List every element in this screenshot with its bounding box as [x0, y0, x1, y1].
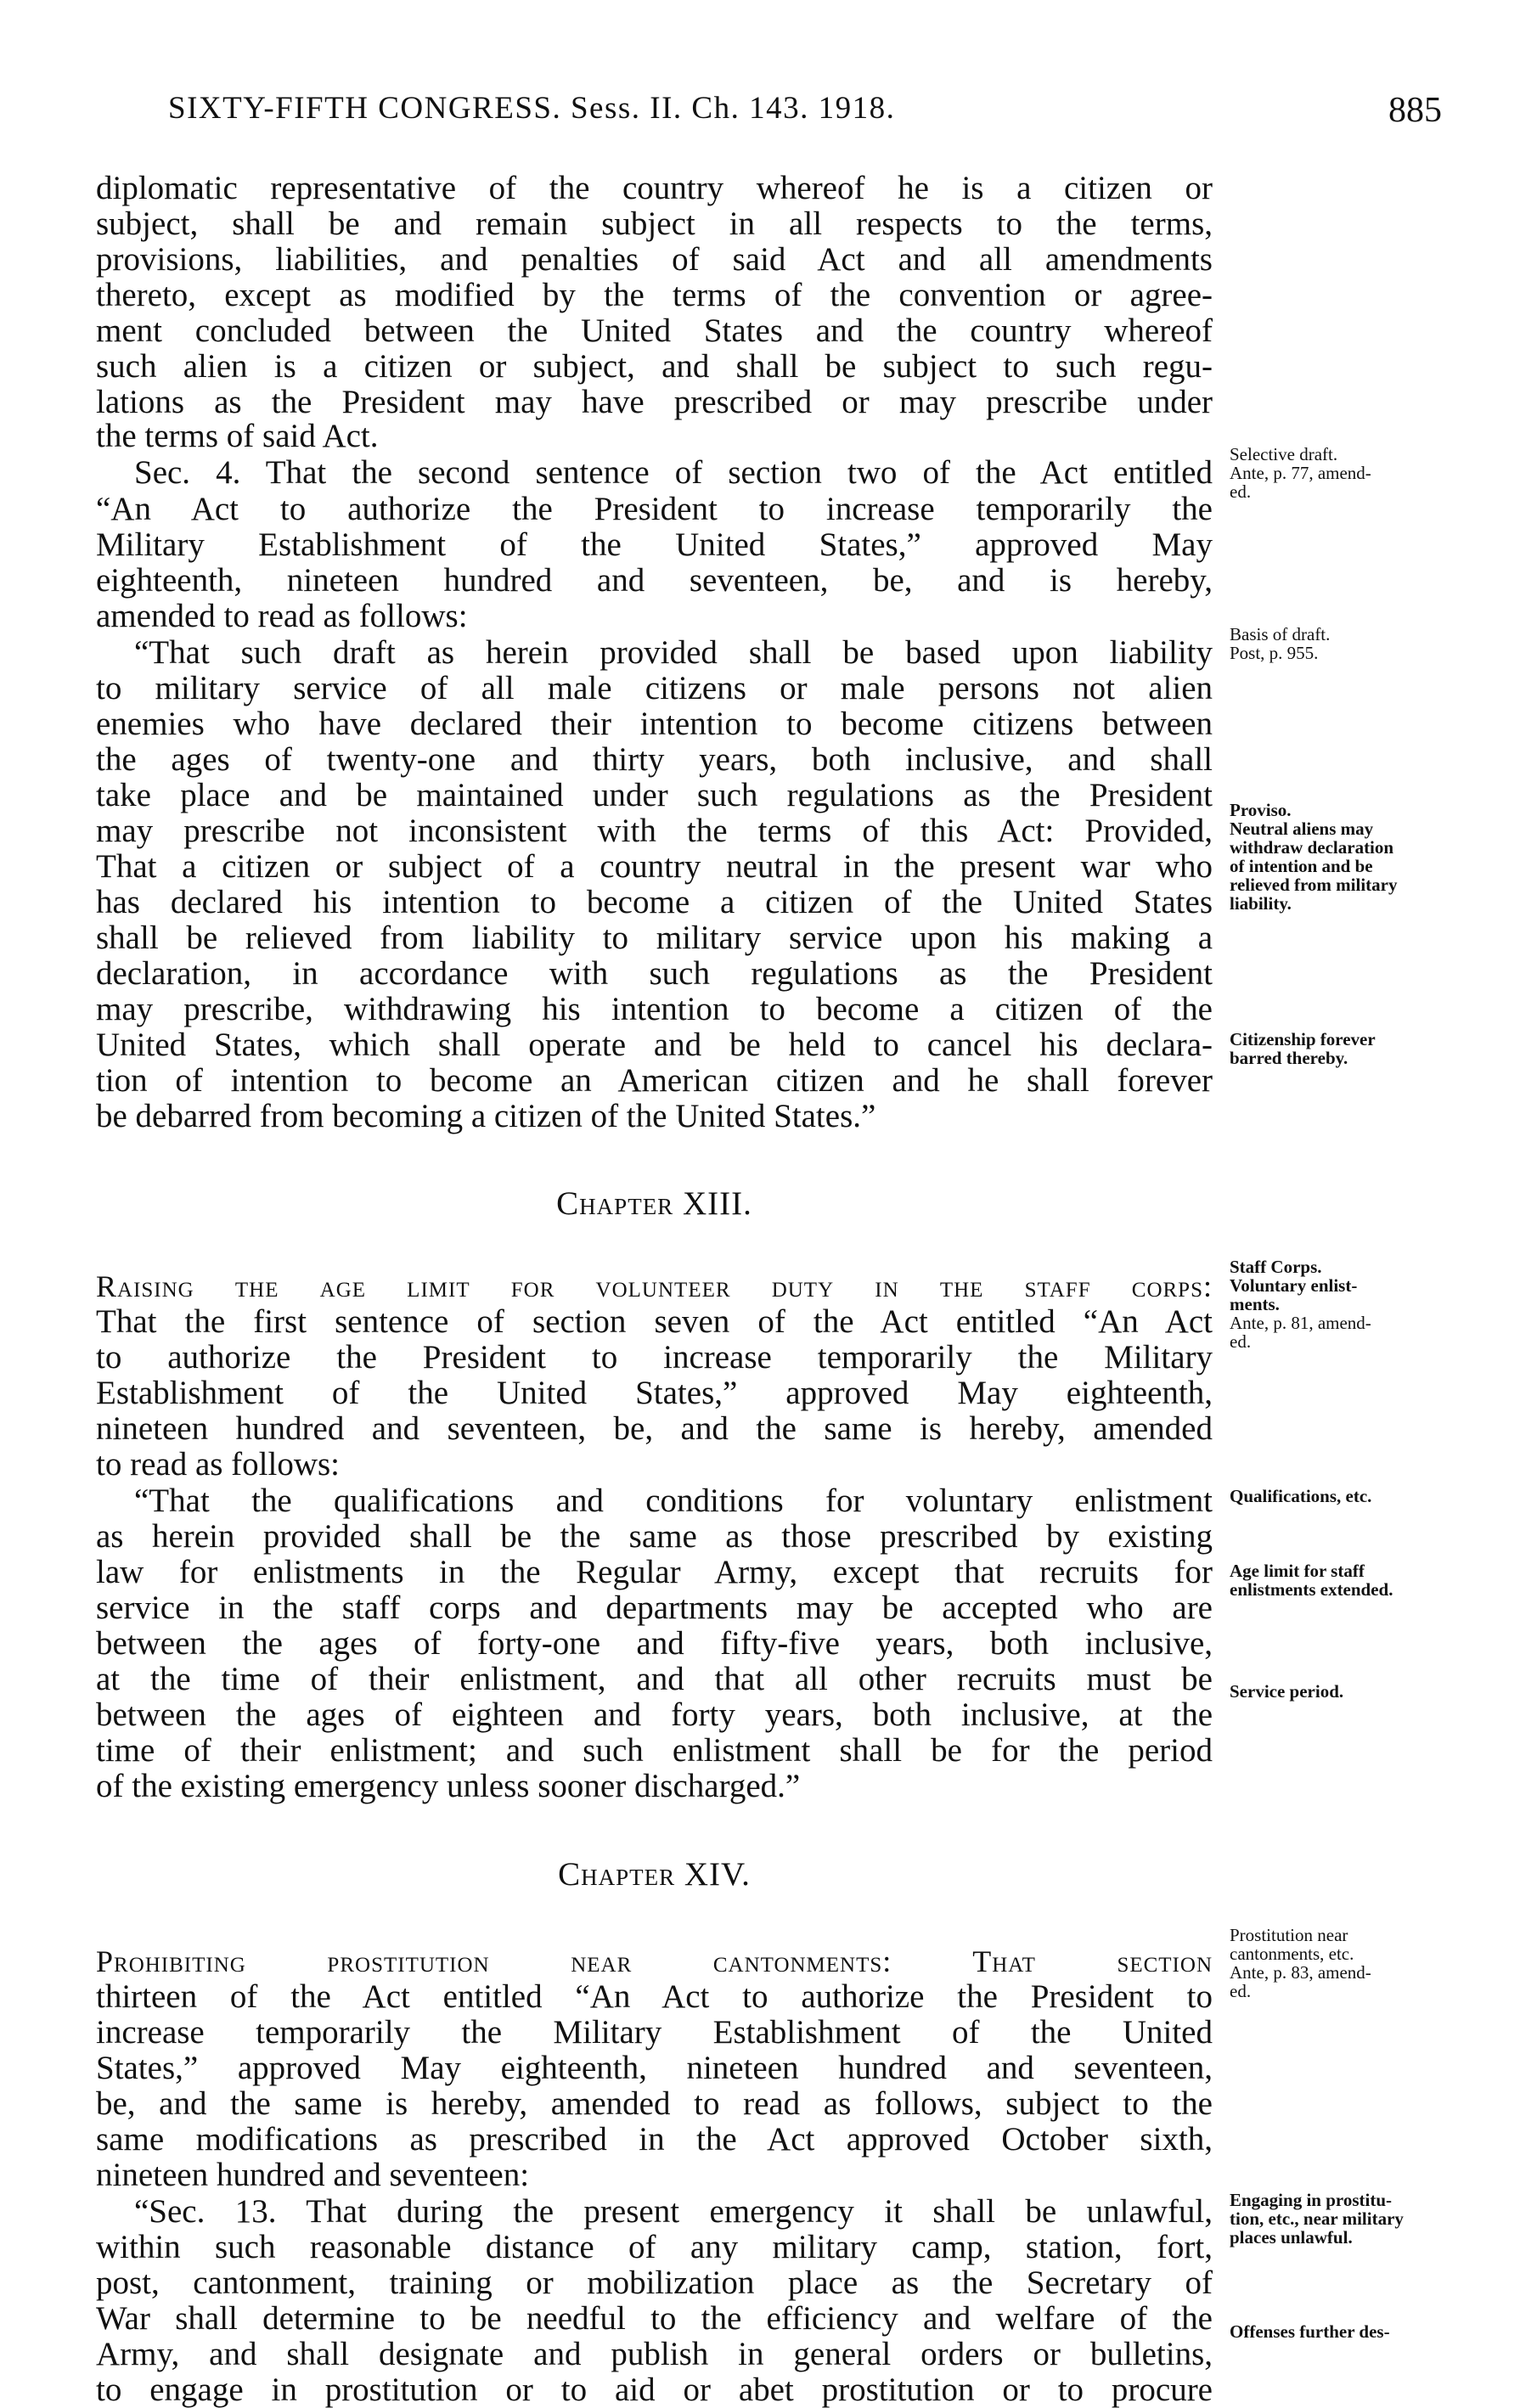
chapter-heading: Chapter XIV. [558, 1856, 751, 1893]
margin-note: Offenses further des- [1230, 2321, 1390, 2342]
margin-note: ed. [1230, 1981, 1252, 2001]
header-title: SIXTY-FIFTH CONGRESS. Sess. II. Ch. 143. 1918. [168, 91, 896, 126]
margin-note: ments. [1230, 1294, 1280, 1314]
body-line: States,” approved May eighteenth, nineteen hundred and seventeen, [96, 2050, 1213, 2086]
body-line: tion of intention to become an American citizen and he shall forever [96, 1062, 1213, 1099]
body-line: nineteen hundred and seventeen: [96, 2157, 530, 2193]
body-line: Establishment of the United States,” approved May eighteenth, [96, 1375, 1213, 1411]
body-line: “An Act to authorize the President to increase temporarily the [96, 491, 1213, 527]
body-line: ment concluded between the United States and the country whereof [96, 312, 1213, 349]
body-line: take place and be maintained under such regulations as the President [96, 777, 1213, 813]
body-line: “That such draft as herein provided shall be based upon liability [134, 634, 1213, 671]
margin-note: Voluntary enlist- [1230, 1275, 1358, 1296]
body-line: the terms of said Act. [96, 418, 379, 454]
body-line: provisions, liabilities, and penalties of said Act and all amendments [96, 241, 1213, 278]
margin-note: Ante, p. 81, amend- [1230, 1313, 1371, 1333]
margin-note: Ante, p. 77, amend- [1230, 463, 1371, 483]
body-line: same modifications as prescribed in the Act approved October sixth, [96, 2121, 1213, 2158]
body-line: shall be relieved from liability to military service upon his making a [96, 920, 1213, 956]
body-line: subject, shall be and remain subject in all respects to the terms, [96, 205, 1213, 242]
margin-note: liability. [1230, 893, 1292, 914]
page-number: 885 [1388, 91, 1442, 130]
body-line: thirteen of the Act entitled “An Act to authorize the President to [96, 1978, 1213, 2015]
body-line: to read as follows: [96, 1446, 341, 1482]
body-line: “Sec. 13. That during the present emergency it shall be unlawful, [134, 2193, 1213, 2230]
body-line: United States, which shall operate and be held to cancel his declara- [96, 1027, 1213, 1063]
margin-note: Engaging in prostitu- [1230, 2190, 1392, 2210]
margin-note: Qualifications, etc. [1230, 1486, 1372, 1506]
body-line: War shall determine to be needful to the efficiency and welfare of the [96, 2300, 1213, 2337]
margin-note: relieved from military [1230, 875, 1398, 895]
body-line: between the ages of forty-one and fifty-five years, both inclusive, [96, 1625, 1213, 1662]
margin-note: withdraw declaration [1230, 837, 1394, 858]
margin-note: Proviso. [1230, 800, 1292, 820]
margin-note: Selective draft. [1230, 444, 1338, 464]
body-line: eighteenth, nineteen hundred and seventeen, be, and is hereby, [96, 562, 1213, 599]
body-line: declaration, in accordance with such regulations as the President [96, 955, 1213, 992]
body-line: diplomatic representative of the country whereof he is a citizen or [96, 170, 1213, 206]
body-line: of the existing emergency unless sooner discharged.” [96, 1768, 801, 1804]
body-line: post, cantonment, training or mobilization place as the Secretary of [96, 2265, 1213, 2301]
body-line: service in the staff corps and departments may be accepted who are [96, 1589, 1213, 1626]
margin-note: cantonments, etc. [1230, 1944, 1354, 1964]
body-line: Army, and shall designate and publish in general orders or bulletins, [96, 2336, 1213, 2372]
body-line: thereto, except as modified by the terms of the convention or agree- [96, 277, 1213, 313]
margin-note: Citizenship forever [1230, 1029, 1376, 1049]
margin-note: ed. [1230, 481, 1252, 502]
body-line: as herein provided shall be the same as those prescribed by existing [96, 1518, 1213, 1555]
margin-note: of intention and be [1230, 856, 1373, 876]
body-line: “That the qualifications and conditions for voluntary enlistment [134, 1482, 1213, 1519]
section-4-start: Sec. 4. That the second sentence of section two of the Act entitled [134, 454, 1213, 491]
body-line: to engage in prostitution or to aid or abet prostitution or to procure [96, 2371, 1213, 2408]
margin-note: Ante, p. 83, amend- [1230, 1962, 1371, 1983]
body-line: the ages of twenty-one and thirty years, both inclusive, and shall [96, 741, 1213, 778]
margin-note: Staff Corps. [1230, 1257, 1322, 1277]
body-line: may prescribe not inconsistent with the terms of this Act: Provided, [96, 813, 1213, 849]
margin-note: tion, etc., near military [1230, 2208, 1404, 2229]
body-line: time of their enlistment; and such enlistment shall be for the period [96, 1732, 1213, 1769]
margin-note: Neutral aliens may [1230, 819, 1374, 839]
margin-note: Basis of draft. [1230, 624, 1331, 644]
body-line: Military Establishment of the United States,” approved May [96, 526, 1213, 563]
body-line: lations as the President may have prescribed or may prescribe under [96, 384, 1213, 420]
body-line: to military service of all male citizens or male persons not alien [96, 670, 1213, 706]
body-line: be debarred from becoming a citizen of the United States.” [96, 1098, 876, 1134]
margin-note: places unlawful. [1230, 2227, 1353, 2248]
body-line: law for enlistments in the Regular Army, except that recruits for [96, 1554, 1213, 1590]
body-line: That a citizen or subject of a country neutral in the present war who [96, 848, 1213, 885]
body-line: enemies who have declared their intention to become citizens between [96, 706, 1213, 742]
chapter-caption: Prohibiting prostitution near cantonments: That section [96, 1944, 1213, 1978]
body-line: may prescribe, withdrawing his intention to become a citizen of the [96, 991, 1213, 1027]
margin-note: ed. [1230, 1331, 1252, 1352]
body-line: between the ages of eighteen and forty years, both inclusive, at the [96, 1696, 1213, 1733]
body-line: such alien is a citizen or subject, and shall be subject to such regu- [96, 348, 1213, 385]
margin-note: Service period. [1230, 1681, 1344, 1702]
body-line: be, and the same is hereby, amended to read as follows, subject to the [96, 2085, 1213, 2122]
chapter-caption: Raising the age limit for volunteer duty in the staff corps: [96, 1269, 1213, 1303]
body-line: nineteen hundred and seventeen, be, and the same is hereby, amended [96, 1410, 1213, 1447]
running-header [168, 90, 1442, 132]
body-line: has declared his intention to become a citizen of the United States [96, 884, 1213, 920]
body-line: That the first sentence of section seven of the Act entitled “An Act [96, 1303, 1213, 1340]
body-line: amended to read as follows: [96, 598, 468, 634]
margin-note: barred thereby. [1230, 1048, 1348, 1068]
body-line: increase temporarily the Military Establishment of the United [96, 2014, 1213, 2051]
body-line: at the time of their enlistment, and that all other recruits must be [96, 1661, 1213, 1697]
margin-note: Age limit for staff [1230, 1561, 1365, 1581]
body-line: within such reasonable distance of any military camp, station, fort, [96, 2229, 1213, 2265]
margin-note: enlistments extended. [1230, 1579, 1393, 1600]
margin-note: Post, p. 955. [1230, 643, 1319, 663]
margin-note: Prostitution near [1230, 1925, 1348, 1945]
chapter-heading: Chapter XIII. [556, 1185, 752, 1222]
body-line: to authorize the President to increase temporarily the Military [96, 1339, 1213, 1376]
